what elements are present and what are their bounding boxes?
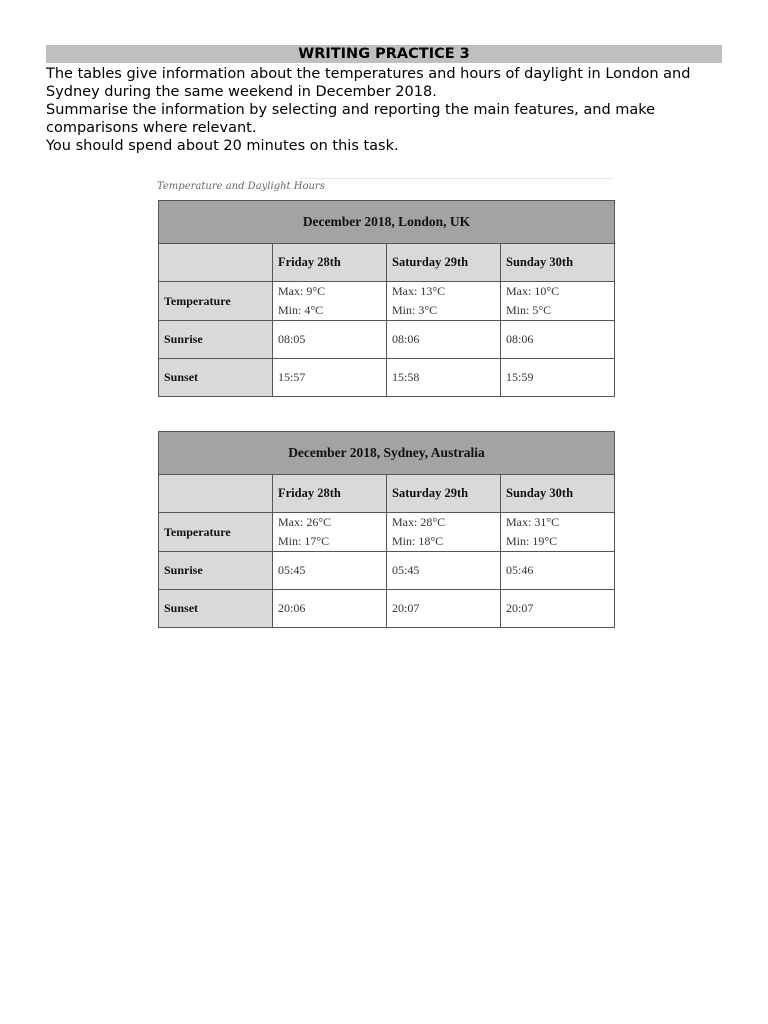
temp-max: Max: 13°C [392, 284, 446, 298]
instruction-paragraph-2: Summarise the information by selecting and reporting the main features, and make comparisons where relevant. [46, 102, 656, 136]
row-label-temperature: Temperature [159, 282, 273, 321]
figure-caption: Temperature and Daylight Hours [157, 181, 325, 192]
sydney-table [158, 431, 615, 628]
row-label-sunset: Sunset [159, 590, 273, 628]
temperature-cell [273, 513, 387, 552]
sunrise-cell: 08:06 [387, 321, 501, 359]
sunset-cell: 20:06 [273, 590, 387, 628]
temp-max: Max: 9°C [278, 284, 326, 298]
sunrise-cell: 05:46 [501, 552, 615, 590]
figure-divider [300, 178, 614, 179]
page-title: WRITING PRACTICE 3 [46, 45, 722, 63]
temp-max: Max: 26°C [278, 515, 332, 529]
temp-min: Min: 5°C [506, 303, 552, 317]
sunrise-cell: 08:05 [273, 321, 387, 359]
sunrise-cell: 08:06 [501, 321, 615, 359]
row-label-sunrise: Sunrise [159, 321, 273, 359]
temp-min: Min: 4°C [278, 303, 324, 317]
temp-max: Max: 31°C [506, 515, 560, 529]
day-header: Friday 28th [273, 244, 387, 282]
day-header: Saturday 29th [387, 475, 501, 513]
corner-cell [159, 475, 273, 513]
temperature-cell [273, 282, 387, 321]
row-label-sunset: Sunset [159, 359, 273, 397]
sunset-cell: 15:57 [273, 359, 387, 397]
day-header: Friday 28th [273, 475, 387, 513]
instruction-paragraph-1: The tables give information about the temperatures and hours of daylight in London and Sydney during the same weekend in December 2018. [46, 66, 691, 100]
instruction-paragraph-3: You should spend about 20 minutes on this task. [46, 138, 399, 154]
sunset-cell: 20:07 [387, 590, 501, 628]
temperature-cell [387, 282, 501, 321]
temp-max: Max: 10°C [506, 284, 560, 298]
sunrise-cell: 05:45 [273, 552, 387, 590]
sunset-cell: 15:59 [501, 359, 615, 397]
task-instructions [46, 66, 726, 156]
table-heading: December 2018, London, UK [159, 201, 615, 244]
sunrise-cell: 05:45 [387, 552, 501, 590]
temperature-cell [387, 513, 501, 552]
corner-cell [159, 244, 273, 282]
row-label-temperature: Temperature [159, 513, 273, 552]
table-heading: December 2018, Sydney, Australia [159, 432, 615, 475]
sunset-cell: 20:07 [501, 590, 615, 628]
sunset-cell: 15:58 [387, 359, 501, 397]
temp-max: Max: 28°C [392, 515, 446, 529]
temperature-cell [501, 513, 615, 552]
temp-min: Min: 17°C [278, 534, 330, 548]
temperature-cell [501, 282, 615, 321]
london-table [158, 200, 615, 397]
temp-min: Min: 3°C [392, 303, 438, 317]
temp-min: Min: 18°C [392, 534, 444, 548]
day-header: Saturday 29th [387, 244, 501, 282]
temp-min: Min: 19°C [506, 534, 558, 548]
day-header: Sunday 30th [501, 244, 615, 282]
day-header: Sunday 30th [501, 475, 615, 513]
row-label-sunrise: Sunrise [159, 552, 273, 590]
